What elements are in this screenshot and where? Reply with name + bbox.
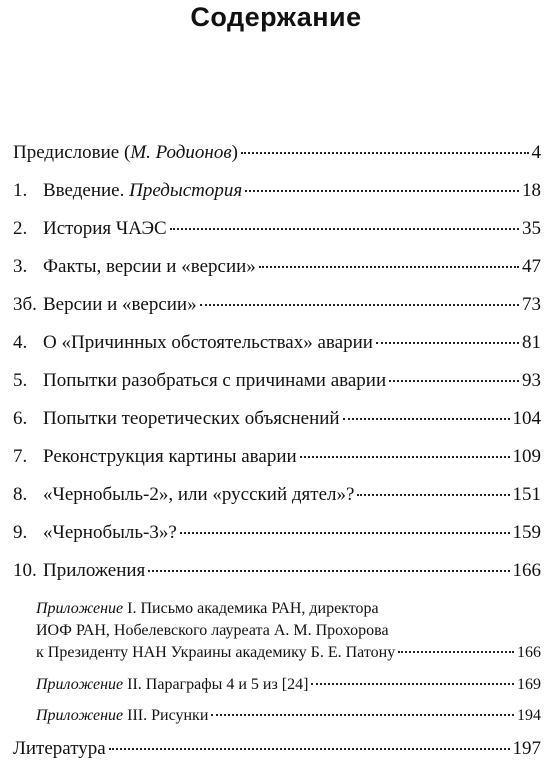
toc-entry-2[interactable] <box>13 218 541 240</box>
toc-page-number: 73 <box>522 294 541 315</box>
toc-entry-text: История ЧАЭС <box>43 218 167 239</box>
toc-page-number: 47 <box>522 256 541 277</box>
toc-leader-dots <box>211 714 514 716</box>
toc-entry-text: «Чернобыль-3»? <box>43 522 177 543</box>
toc-leader-dots <box>300 456 510 458</box>
toc-page-number: 81 <box>522 332 541 353</box>
appendix-entry-text: Приложение III. Рисунки <box>36 707 209 724</box>
toc-page-number: 93 <box>522 370 541 391</box>
toc-entry-1[interactable] <box>13 180 541 202</box>
toc-entry-literature[interactable] <box>13 738 541 760</box>
toc-leader-dots <box>311 683 514 685</box>
toc-leader-dots <box>241 152 529 154</box>
toc-leader-dots <box>357 494 509 496</box>
toc-entry-text: «Чернобыль-2», или «русский дятел»? <box>43 484 355 505</box>
toc-entry-3[interactable] <box>13 256 541 278</box>
toc-entry-text: Предисловие (М. Родионов) <box>13 142 238 163</box>
toc-leader-dots <box>180 532 510 534</box>
toc-page-number: 18 <box>522 180 541 201</box>
toc-entry-6[interactable] <box>13 408 541 430</box>
toc-entry-text: Факты, версии и «версии» <box>43 256 256 277</box>
toc-entry-number: 4. <box>13 332 28 353</box>
toc-entry-number: 9. <box>13 522 28 543</box>
appendix-entry-text: Приложение II. Параграфы 4 и 5 из [24] <box>36 676 309 693</box>
toc-entry-number: 10. <box>13 560 37 581</box>
toc-page-number: 109 <box>512 446 541 467</box>
toc-leader-dots <box>170 228 519 230</box>
toc-page-number: 169 <box>517 676 541 693</box>
toc-entry-number: 7. <box>13 446 28 467</box>
toc-entry-text: Литература <box>13 738 106 759</box>
toc-page-number: 166 <box>512 560 541 581</box>
toc-entry-10[interactable] <box>13 560 541 582</box>
toc-entry-number: 3. <box>13 256 28 277</box>
appendix-1-line-3[interactable] <box>36 644 541 662</box>
appendix-2[interactable] <box>36 676 541 694</box>
toc-leader-dots <box>343 418 510 420</box>
appendix-1-line-1[interactable] <box>36 600 379 618</box>
toc-entry-number: 8. <box>13 484 28 505</box>
toc-page-number: 166 <box>517 644 541 661</box>
toc-leader-dots <box>389 380 519 382</box>
appendix-1-line-2: ИОФ РАН, Нобелевского лауреата А. М. Прохорова <box>36 622 389 639</box>
toc-entry-number: 2. <box>13 218 28 239</box>
toc-entry-text: Попытки разобраться с причинами аварии <box>43 370 387 391</box>
toc-entry-number: 5. <box>13 370 28 391</box>
toc-entry-number: 3б. <box>13 294 37 315</box>
toc-page-number: 194 <box>517 707 541 724</box>
toc-entry-number: 1. <box>13 180 28 201</box>
toc-entry-text: О «Причинных обстоятельствах» аварии <box>43 332 373 353</box>
toc-entry-text: Версии и «версии» <box>43 294 197 315</box>
appendix-title-cont: к Президенту НАН Украины академику Б. Е. Патону <box>36 644 396 661</box>
toc-leader-dots <box>398 651 514 653</box>
toc-entry-text: Приложения <box>43 560 146 581</box>
toc-entry-text: Введение. Предыстория <box>43 180 243 201</box>
toc-entry-number: 6. <box>13 408 28 429</box>
toc-page-number: 151 <box>512 484 541 505</box>
toc-leader-dots <box>200 304 519 306</box>
appendix-3[interactable] <box>36 707 541 725</box>
toc-entry-4[interactable] <box>13 332 541 354</box>
toc-leader-dots <box>259 266 519 268</box>
toc-entry-preface[interactable] <box>13 142 541 164</box>
page-title: Содержание <box>190 2 362 32</box>
toc-leader-dots <box>109 748 510 750</box>
appendix-title: I. Письмо академика РАН, директора <box>127 600 379 617</box>
toc-page-number: 4 <box>531 142 541 163</box>
toc-entry-3b[interactable] <box>13 294 541 316</box>
toc-leader-dots <box>245 190 519 192</box>
toc-entry-5[interactable] <box>13 370 541 392</box>
toc-page-number: 104 <box>512 408 541 429</box>
toc-entry-7[interactable] <box>13 446 541 468</box>
toc-page-number: 159 <box>512 522 541 543</box>
toc-leader-dots <box>376 342 519 344</box>
toc-page-number: 35 <box>522 218 541 239</box>
toc-entry-text: Попытки теоретических объяснений <box>43 408 340 429</box>
toc-leader-dots <box>148 570 509 572</box>
toc-entry-9[interactable] <box>13 522 541 544</box>
toc-entry-text: Реконструкция картины аварии <box>43 446 297 467</box>
toc-page-number: 197 <box>512 738 541 759</box>
toc-entry-8[interactable] <box>13 484 541 506</box>
appendix-label: Приложение <box>36 600 124 617</box>
